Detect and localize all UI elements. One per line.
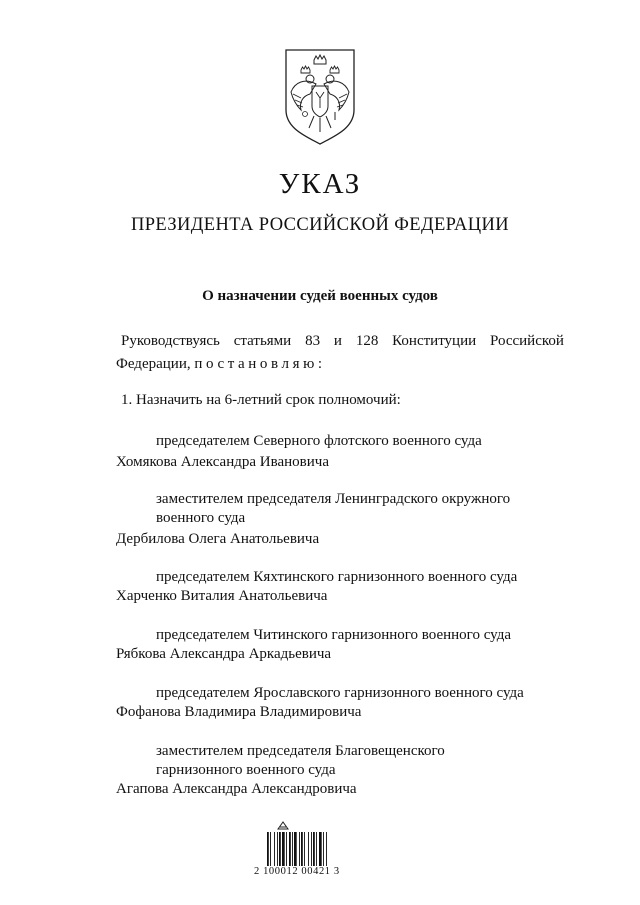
intro-word: Руководствуясь [121,333,220,349]
barcode [266,832,344,866]
barcode-number: 2 100012 00421 3 [254,866,340,877]
intro-line-2 [116,356,326,373]
intro-word: 83 [305,333,321,349]
appointment-position: председателем Читинского гарнизонного военного суда [156,627,512,643]
item-1: 1. Назначить на 6-летний срок полномочий: [121,392,401,408]
appointment-name: Хомякова Александра Ивановича [116,454,329,470]
appointment-position: гарнизонного военного суда [156,762,336,778]
appointment-position: председателем Ярославского гарнизонного военного суда [156,685,524,701]
intro-word: статьями [233,333,292,349]
document-title: УКАЗ [278,168,362,200]
appointment-position: председателем Кяхтинского гарнизонного военного суда [156,569,518,585]
appointment-position: военного суда [156,510,246,526]
appointment-position: председателем Северного флотского военного суда [156,433,482,449]
appointment-name: Фофанова Владимира Владимировича [116,704,362,720]
document-heading: О назначении судей военных судов [202,288,438,304]
appointment-name: Дербилова Олега Анатольевича [116,531,320,547]
decree-verb: постановляю: [194,356,326,372]
document-subtitle: ПРЕЗИДЕНТА РОССИЙСКОЙ ФЕДЕРАЦИИ [130,215,510,235]
intro-word: и [333,333,342,349]
intro-word: Конституции [392,333,477,349]
coat-of-arms-emblem [283,48,357,146]
intro-line-1 [121,333,564,350]
intro-word: Российской [490,333,564,349]
barcode-mark-icon [276,820,290,831]
appointment-position: заместителем председателя Благовещенского [156,743,445,759]
appointment-name: Харченко Виталия Анатольевича [116,588,328,604]
appointment-name: Агапова Александра Александровича [116,781,357,797]
appointment-name: Рябкова Александра Аркадьевича [116,646,332,662]
appointment-position: заместителем председателя Ленинградского окружного [156,491,511,507]
intro-word: 128 [355,333,379,349]
intro-line-2-start: Федерации, [116,356,191,372]
